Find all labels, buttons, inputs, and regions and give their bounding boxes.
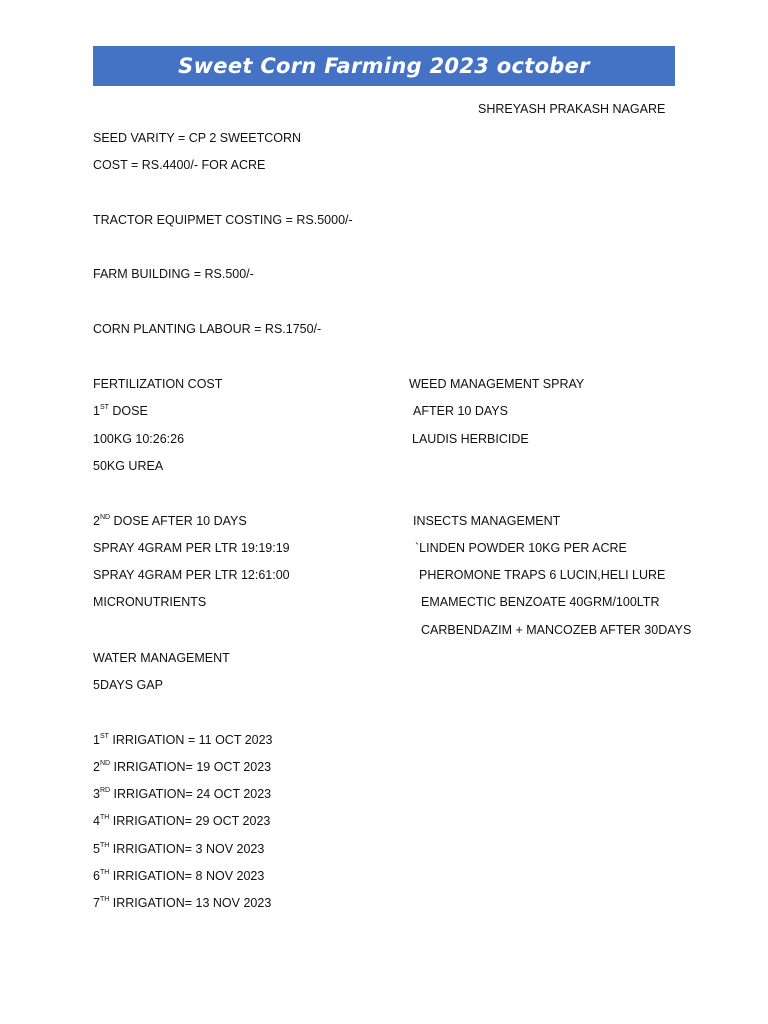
- second-dose-line: [93, 513, 247, 529]
- title-banner: [93, 46, 675, 86]
- irrigation-ordinal: TH: [99, 841, 110, 849]
- weed-timing: AFTER 10 DAYS: [413, 404, 508, 418]
- dose-text: DOSE: [108, 404, 148, 418]
- irrigation-line: [93, 895, 271, 911]
- page-title: Sweet Corn Farming 2023 october: [178, 54, 590, 78]
- seed-variety-line: SEED VARITY = CP 2 SWEETCORN: [93, 131, 302, 145]
- irrigation-number: 5: [93, 842, 100, 856]
- irrigation-number: 7: [93, 896, 100, 910]
- irrigation-number: 6: [93, 869, 100, 883]
- irrigation-text: IRRIGATION= 13 NOV 2023: [109, 896, 272, 910]
- first-dose-line: [93, 403, 148, 419]
- irrigation-line: [93, 759, 271, 775]
- irrigation-ordinal: ND: [99, 759, 111, 767]
- irrigation-number: 2: [93, 760, 100, 774]
- irrigation-text: IRRIGATION= 3 NOV 2023: [109, 842, 265, 856]
- insect-item: EMAMECTIC BENZOATE 40GRM/100LTR: [421, 595, 660, 609]
- spray-item: SPRAY 4GRAM PER LTR 19:19:19: [93, 541, 290, 555]
- insects-heading: INSECTS MANAGEMENT: [413, 514, 561, 528]
- irrigation-number: 1: [93, 733, 100, 747]
- irrigation-text: IRRIGATION= 24 OCT 2023: [110, 787, 272, 801]
- insect-item: PHEROMONE TRAPS 6 LUCIN,HELI LURE: [419, 568, 666, 582]
- irrigation-text: IRRIGATION= 19 OCT 2023: [110, 760, 272, 774]
- irrigation-line: [93, 732, 273, 748]
- irrigation-ordinal: ST: [99, 732, 109, 740]
- planting-labour-line: CORN PLANTING LABOUR = RS.1750/-: [93, 322, 322, 336]
- irrigation-line: [93, 786, 271, 802]
- water-gap: 5DAYS GAP: [93, 678, 163, 692]
- irrigation-line: [93, 813, 270, 829]
- irrigation-ordinal: RD: [99, 786, 111, 794]
- dose-text: DOSE AFTER 10 DAYS: [110, 514, 247, 528]
- author-name: SHREYASH PRAKASH NAGARE: [478, 102, 666, 116]
- micronutrients-item: MICRONUTRIENTS: [93, 595, 207, 609]
- irrigation-number: 4: [93, 814, 100, 828]
- fertilizer-item: 50KG UREA: [93, 459, 164, 473]
- water-heading: WATER MANAGEMENT: [93, 651, 230, 665]
- weed-product: LAUDIS HERBICIDE: [412, 432, 529, 446]
- dose-number: 2: [93, 514, 100, 528]
- irrigation-line: [93, 841, 264, 857]
- insect-item: `LINDEN POWDER 10KG PER ACRE: [415, 541, 627, 555]
- tractor-cost-line: TRACTOR EQUIPMET COSTING = RS.5000/-: [93, 213, 353, 227]
- fertilization-heading: FERTILIZATION COST: [93, 377, 223, 391]
- irrigation-ordinal: TH: [99, 895, 110, 903]
- dose-ordinal: ST: [99, 403, 109, 411]
- spray-item: SPRAY 4GRAM PER LTR 12:61:00: [93, 568, 290, 582]
- irrigation-line: [93, 868, 264, 884]
- farm-building-line: FARM BUILDING = RS.500/-: [93, 267, 254, 281]
- irrigation-text: IRRIGATION = 11 OCT 2023: [108, 733, 273, 747]
- irrigation-text: IRRIGATION= 29 OCT 2023: [109, 814, 271, 828]
- dose-number: 1: [93, 404, 100, 418]
- irrigation-text: IRRIGATION= 8 NOV 2023: [109, 869, 265, 883]
- irrigation-ordinal: TH: [99, 868, 110, 876]
- irrigation-ordinal: TH: [99, 813, 110, 821]
- weed-heading: WEED MANAGEMENT SPRAY: [409, 377, 585, 391]
- seed-cost-line: COST = RS.4400/- FOR ACRE: [93, 158, 266, 172]
- insect-item: CARBENDAZIM + MANCOZEB AFTER 30DAYS: [421, 623, 692, 637]
- irrigation-number: 3: [93, 787, 100, 801]
- fertilizer-item: 100KG 10:26:26: [93, 432, 185, 446]
- dose-ordinal: ND: [99, 513, 111, 521]
